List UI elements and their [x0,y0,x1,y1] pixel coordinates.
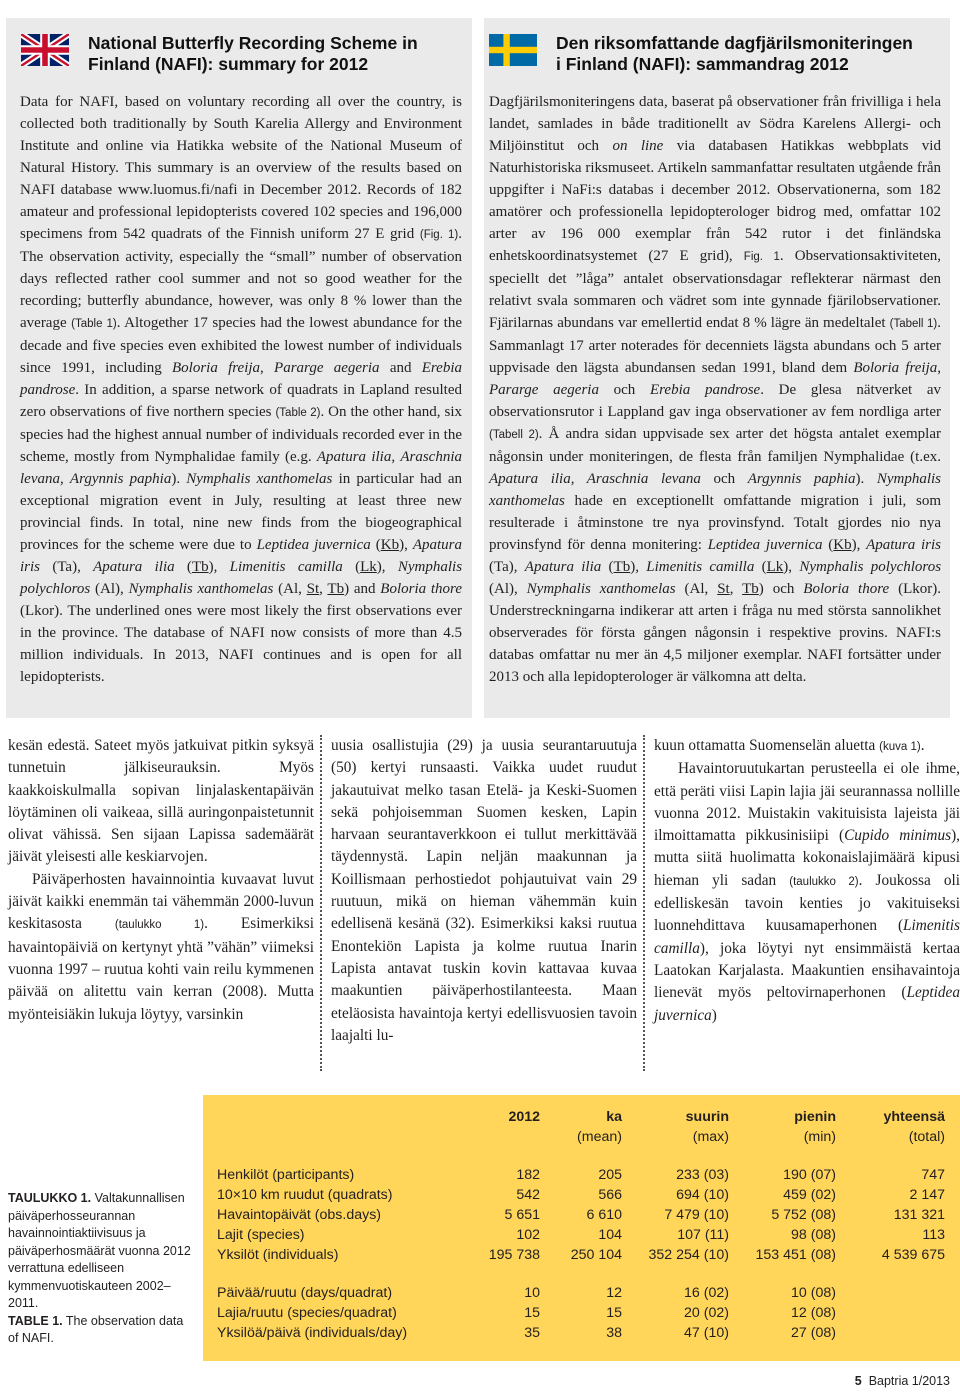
species-name: Leptidea juvernica [654,984,960,1024]
species-name: Nymphalis xanthomelas [526,581,676,597]
text-span: . De glesa nätverket av observationsrutor i Lappland gav inga observationer av fem nordliga arter [489,382,941,420]
caption-text: Valtakunnallisen päiväperhosseurannan havainnointiaktiivisuus ja päiväperhosmäärät vuonna 2012 verrattuna edelliseen kymmenvuotiskauteen 2002–2011. [8,1191,191,1310]
text-span: (Al, [273,581,307,597]
text-span: . In addition, a sparse network of quadrats in Lapland resulted zero observations of five northern species [20,382,462,420]
text-span: , [260,360,275,376]
cell-total: 2 147 [909,1187,945,1203]
text-span: (Al, [675,581,718,597]
table-caption [8,1190,194,1348]
row-label: Havaintopäivät (obs.days) [217,1207,382,1223]
species-name: Cupido minimus [844,827,952,845]
text-span: and [379,360,422,376]
cell-y2012: 5 651 [504,1207,540,1223]
species-name: Leptidea juvernica [256,537,371,553]
column-divider [643,735,645,1071]
figure-reference: (Fig. 1) [419,229,459,241]
text-span: , [391,449,401,465]
species-name: Limenitis camilla [229,559,343,575]
species-name: Leptidea juvernica [707,537,823,553]
species-name: Limenitis camilla [654,917,960,957]
cell-y2012: 35 [524,1325,540,1341]
text-span: , [59,471,70,487]
cell-max: 694 (10) [676,1187,729,1203]
uk-flag-icon [21,34,69,66]
cell-max: 16 (02) [684,1285,729,1301]
column-header: suurin [685,1109,729,1125]
cell-min: 153 451 (08) [755,1247,836,1263]
page-footer [855,1374,950,1388]
cell-max: 233 (03) [676,1167,729,1183]
text-span: . [920,737,925,754]
text-span: ). [171,471,187,487]
species-name: Erebia pandrose [20,360,463,398]
text-span: ( [754,559,767,575]
province-code: Lk [360,559,377,575]
text-span: . The observation activity, especially the “small” number of observation days reflected rather cool summer and not so good weather for the recording; butterfly abundance, however, was only 8 % lower than the average [20,226,462,331]
table-reference: (Table 1) [71,318,117,330]
text-span: Data for NAFI, based on voluntary recording all over the country, is collected both traditionally by South Karelia Allergy and Environment Institute and online via Hatikka website of the National Museum of Natural History. This summary is an overview of the results based on NAFI database www.luomus.fi/nafi in December 2012. Records of 182 amateur and professional lepidopterists covered 102 species and 196,000 specimens from 542 quadrats of the Finnish uniform 27 E grid [20,94,462,242]
species-name: Apatura ilia [316,449,392,465]
province-code: St [306,581,320,597]
species-name: Erebia pandrose [649,382,761,398]
cell-total: 747 [921,1167,945,1183]
cell-mean: 12 [606,1285,622,1301]
text-span: ), [851,537,867,553]
cell-min: 10 (08) [791,1285,836,1301]
text-span: ), [783,559,800,575]
swedish-title-line-1: Den riksomfattande dagfjärilsmoniteringen [556,33,913,53]
province-code: Tb [742,581,759,597]
province-code: Tb [613,559,631,575]
cell-max: 107 (11) [677,1227,729,1243]
emphasis-text: on line [612,138,664,154]
paragraph: uusia osallistujia (29) ja uusia seurantaruutuja (50) kertyi runsaasti. Vaikka uudet ruudut jakautuivat melko tasan Etelä- ja Keski-Suomen sekä pohjoisemman Suomen kesken, Lapin harvaan seurantaverkkoon ei tullut merkittävää täydennystä. Lapin neljän maakunnan ja Koillismaan perhostiedot pohjautuivat vain 29 ruutuun, mikä on hieman vähemmän kuin edellisenä kesänä (32). Esimerkiksi kaksi ruutua Enontekiön Lapista ja kolme ruutua Inarin Lapista antavat tuskin kovin kattavaa kuvaa maakuntien päiväperhostilanteesta. Maan eteläosista havaintoja kertyi edellisvuosien tavoin laajalti lu- [331,737,637,1044]
text-span: . Esimerkiksi havaintopäiviä on kertynyt yhtä ”vähän” viimeksi vuonna 1997 – ruutua kohti vain reilu kymmenen päivää on alitettu vain kerran (2008). Mutta myönteisiäkin lukuja löytyy, varsinkin [8,915,314,1023]
column-header-label [217,1107,452,1127]
spacer-group [217,1265,945,1283]
province-code: Tb [191,559,209,575]
cell-y2012: 10 [524,1285,540,1301]
species-name: Nymphalis xanthomelas [489,471,941,509]
english-summary-title [88,33,458,75]
species-name: Nymphalis polychloros [799,559,942,575]
cell-y2012: 102 [516,1227,540,1243]
province-code: Tb [327,581,345,597]
table-reference: (taulukko 2) [789,875,859,888]
figure-reference: (kuva 1) [879,741,921,753]
column-subheader-label [217,1127,452,1147]
table-row [217,1225,945,1245]
cell-mean: 566 [598,1187,622,1203]
caption-title-english: TABLE 1. [8,1313,63,1328]
cell-max: 47 (10) [684,1325,729,1341]
cell-total: 113 [922,1227,945,1243]
text-span: . On the other hand, six species had the highest annual number of individuals recorded ever in the scheme, mostly from Nymphalidae family (e.g. [20,404,463,465]
species-name: Apatura ilia [524,559,602,575]
cell-total [836,1283,945,1303]
cell-y2012: 15 [524,1305,540,1321]
row-label: Lajia/ruutu (species/quadrat) [217,1305,397,1321]
text-span: ( [370,537,381,553]
data-table-box [203,1095,960,1361]
text-span: , [319,581,328,597]
species-name: Apatura iris [20,537,462,575]
table-row [217,1245,945,1265]
text-span: . Sammanlagt 17 arter noterades för decenniets lägsta abundans och 5 arter uppvisade den lägsta abundansen sedan 1991, bland dem [489,315,941,376]
text-span: ), mutta siitä huolimatta kokonaislajimäärä kipusi hieman yli sadan [654,827,960,889]
species-name: Boloria thore [803,581,890,597]
text-span: Dagfjärilsmoniteringens data, baserat på observationer från frivilliga i hela landet, samlades in både traditionellt av Södra Karelens Allergi- och Miljöinstitut och [489,94,941,154]
paragraph [654,758,960,1027]
text-span: ). [855,471,877,487]
column-header: pienin [794,1109,836,1125]
caption-title: TAULUKKO 1. [8,1191,92,1205]
cell-mean: 205 [598,1167,622,1183]
text-span: ), [399,537,413,553]
table-reference: (Tabell 1) [889,318,938,330]
swedish-summary-title [556,33,941,75]
cell-mean: 104 [598,1227,622,1243]
text-span: (Lkor). Understreckningarna indikerar att arten i fråga nu med största sannolikhet observerades för första gången någonsin i respektive provins. NAFI:s databas omfattar nu mer än 4,5 miljoner exemplar. NAFI fortsätter under 2013 och alla lepidopterologer är välkomna att delta. [489,581,941,685]
text-span: hade en exceptionellt omfattande migration i juli, som resulterade i åtminstone tre nya provinsfynd. Totalt gjordes nio nya provinsfynd för denna monitering: [489,493,941,553]
row-label: 10×10 km ruudut (quadrats) [217,1187,393,1203]
text-span: Päiväperhosten havainnointia kuvaavat luvut jäivät kaikki enemmän tai vähemmän 2000-luvun keskitasosta [8,870,314,933]
text-span: via databasen Hatikkas webbplats vid Naturhistoriska riksmuseet. Artikeln sammanfattar resultaten utgående från uppgifter i NaFi:s databas i december 2012. Observationerna, som 182 amatörer och professionella lepidopterologer bidrog med, omfattar 102 arter av 196 000 exemplar från 542 rutor i det finländska enhetskoordinatsystemet (27 E grid), [489,138,941,264]
english-summary-box [6,18,472,718]
text-span: ) och [758,581,804,597]
finnish-column-3 [654,735,960,1027]
text-span: (Lkor). The underlined ones were most likely the first observations ever in the province. The database of NAFI now consists of more than 4.5 million individuals. In 2013, NAFI continues and is open for all lepidopterists. [20,603,462,685]
species-name: Apatura ilia, Araschnia levana [489,471,701,487]
cell-max: 7 479 (10) [664,1207,729,1223]
text-span: in particular had an exceptional migration event in July, resulting at least three new provincial finds. In total, nine new finds from the biogeographical provinces for the scheme were due to [20,471,462,553]
row-label: Yksilöä/päivä (individuals/day) [217,1325,408,1341]
cell-min: 190 (07) [783,1167,836,1183]
text-span: ), [376,559,398,575]
column-header: 2012 [508,1109,540,1125]
text-span: ( [601,559,614,575]
province-code: Kb [833,537,852,553]
text-span: ), [630,559,647,575]
cell-y2012: 195 738 [488,1247,540,1263]
row-label: Henkilöt (participants) [217,1167,355,1183]
column-header: yhteensä [883,1109,945,1125]
finnish-column-1 [8,735,314,1026]
column-divider [320,735,322,1071]
species-name: Boloria thore [380,581,462,597]
table-row [217,1303,945,1323]
table-row [217,1185,945,1205]
table-group-totals [217,1165,945,1265]
cell-min: 12 (08) [791,1305,836,1321]
species-name: Nymphalis xanthomelas [128,581,274,597]
text-span: ( [342,559,361,575]
paragraph: kesän edestä. Sateet myös jatkuivat pitkin syksyä tunnetuin jälkiseurauksin. Myös kaakkoiskulmalla sopivan linjalaskentapäivän löytäminen oli vaikeaa, sillä auringonpaistetunnit olivat vähissä. Sen sijaan Lapissa sademäärät jäivät yleisesti alle keskiarvojen. [8,737,314,866]
table-row [217,1165,945,1185]
observation-table [217,1107,945,1343]
province-code: St [717,581,730,597]
species-name: Limenitis camilla [646,559,755,575]
text-span: . Joukossa oli edelliskesän tavoin kenties jo vakituiseksi luonnehdittava kuusamaperhonen ( [654,871,960,935]
swedish-summary-box [484,18,950,718]
cell-y2012: 182 [516,1167,540,1183]
swedish-title-line-2: i Finland (NAFI): sammandrag 2012 [556,54,849,74]
species-name: Boloria freija, Pararge aegeria [489,360,941,398]
spacer-row [217,1147,945,1165]
english-title-line-2: Finland (NAFI): summary for 2012 [88,54,369,74]
text-span: . Å andra sidan uppvisade sex arter det högsta antalet exemplar någonsin under moniteringen, de flesta från familjen Nymphalidae (t.ex. [489,426,941,465]
english-title-line-1: National Butterfly Recording Scheme in [88,33,418,53]
cell-max: 352 254 (10) [648,1247,729,1263]
cell-min: 27 (08) [791,1325,836,1341]
column-subheader: (total) [908,1129,945,1145]
species-name: Apatura iris [866,537,941,553]
species-name: Nymphalis xanthomelas [186,471,333,487]
province-code: Kb [380,537,400,553]
text-span: Havaintoruutukartan perusteella ei ole ihme, että peräti viisi Lapin lajia jäi seurannassa nollille vuonna 2012. Muistakin vakituisista lajeista jäi ilmoittamatta pikkusinisiipi ( [654,760,960,845]
page-number: 5 [854,1374,862,1388]
publication-name: Baptria 1/2013 [868,1374,950,1388]
text-span: och [700,471,748,487]
text-span: (Ta), [489,559,525,575]
column-subheader: (mean) [577,1129,622,1145]
species-name: Pararge aegeria [274,360,380,376]
row-label: Päivää/ruutu (days/quadrat) [217,1285,393,1301]
finnish-column-2 [331,735,637,1047]
cell-total [836,1323,945,1343]
cell-total [836,1303,945,1323]
text-span: ), joka löytyi nyt ensimmäistä kertaa Laatokan Karjalasta. Maakuntien ensihavaintoja lienevät myös peltovirnaperhonen ( [654,939,960,1002]
paragraph [8,869,314,1026]
cell-total: 131 321 [893,1207,945,1223]
text-span: ) [711,1006,717,1024]
english-summary-paragraph [20,91,462,688]
text-span: , [729,581,743,597]
table-row [217,1205,945,1225]
province-code: Lk [766,559,784,575]
cell-min: 459 (02) [783,1187,836,1203]
text-span: (Al), [90,581,129,597]
text-span: ( [174,559,192,575]
table-row [217,1323,945,1343]
cell-mean: 250 104 [570,1247,622,1263]
cell-mean: 6 610 [586,1207,622,1223]
text-span: . Altogether 17 species had the lowest abundance for the decade and five species even exhibited the lowest number of individuals since 1991, including [20,315,462,376]
cell-max: 20 (02) [684,1305,729,1321]
cell-mean: 38 [606,1325,622,1341]
swedish-summary-paragraph [489,91,941,688]
column-subheader [452,1127,540,1147]
row-label: Yksilöt (individuals) [217,1247,339,1263]
spacer-row [217,1265,945,1283]
paragraph [654,735,960,758]
text-span: . Observationsaktiviteten, speciellt det ”låga” antalet observationsdagar reflekterar närmast den relativt svala sommaren och vädret som inte gynnade fjärilobservationer. Fjärilarnas abundans var emellertid endat 8 % lägre än medeltalet [489,248,941,331]
table-reference: (taulukko 1) [114,919,205,932]
table-reference: (Tabell 2) [489,429,539,441]
text-span: ), [208,559,230,575]
text-span: (Al), [489,581,527,597]
text-span: kuun ottamatta Suomenselän aluetta [654,737,880,754]
table-group-ratios [217,1283,945,1343]
species-name: Nymphalis polychloros [20,559,463,597]
species-name: Apatura ilia [93,559,175,575]
table-reference: (Table 2) [275,407,321,419]
species-name: Boloria freija [172,360,261,376]
table-subheader-row [217,1127,945,1147]
cell-mean: 15 [606,1305,622,1321]
column-subheader: (max) [692,1129,729,1145]
text-span: ( [822,537,834,553]
species-name: Araschnia levana [20,449,463,487]
text-span: ) and [344,581,381,597]
english-summary-body [20,91,462,688]
row-label: Lajit (species) [217,1227,305,1243]
text-span: och [598,382,650,398]
cell-min: 98 (08) [791,1227,836,1243]
sweden-flag-icon [489,34,537,66]
cell-y2012: 542 [516,1187,540,1203]
cell-min: 5 752 (08) [771,1207,836,1223]
swedish-summary-body [489,91,941,688]
species-name: Argynnis paphia [747,471,856,487]
species-name: Argynnis paphia [69,471,172,487]
column-subheader: (min) [803,1129,836,1145]
cell-total: 4 539 675 [881,1247,945,1263]
column-header: ka [606,1109,622,1125]
table-row [217,1283,945,1303]
table-header-row [217,1107,945,1127]
figure-reference: Fig. 1 [743,251,780,263]
caption-text-english: The observation data of NAFI. [8,1313,184,1345]
text-span: (Ta), [40,559,94,575]
